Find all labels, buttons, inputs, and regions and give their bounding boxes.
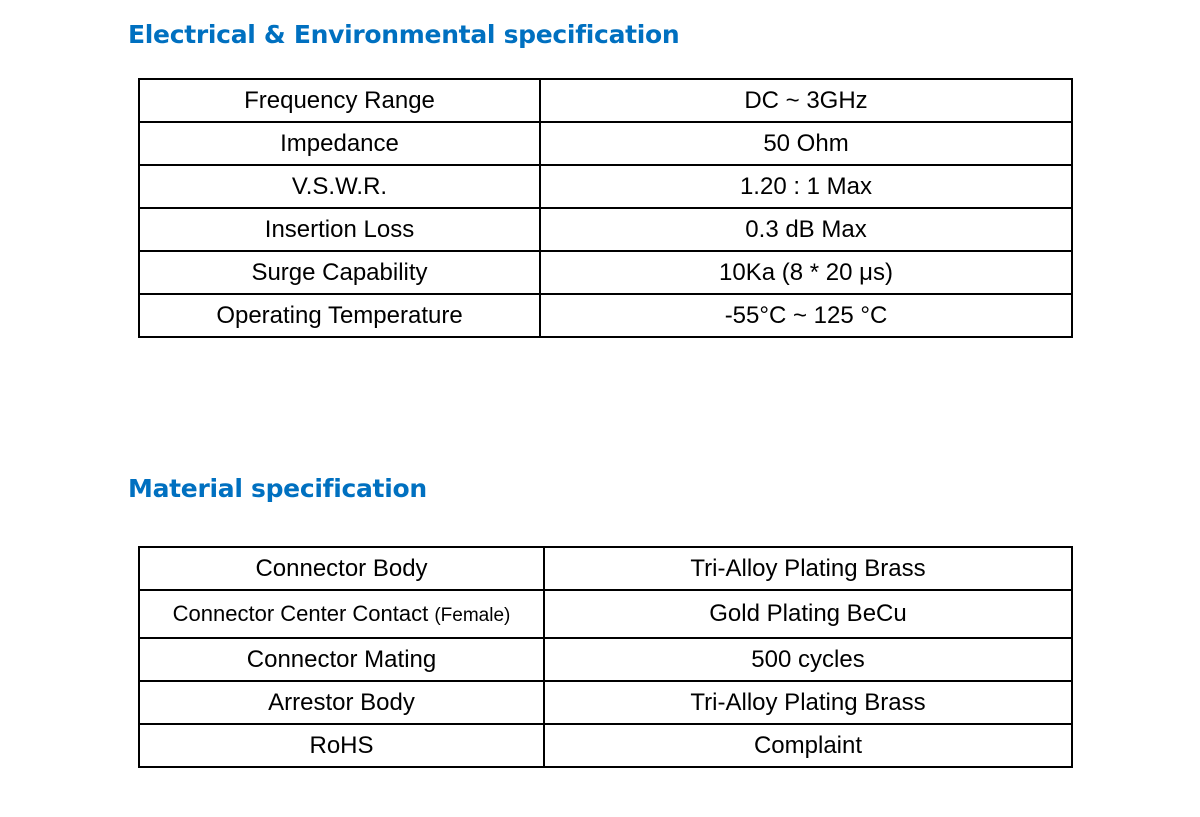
spec-label: Connector Body (139, 547, 544, 590)
material-spec-table (138, 546, 1073, 768)
electrical-spec-title: Electrical & Environmental specification (128, 20, 680, 49)
spec-value: 50 Ohm (540, 122, 1072, 165)
table-row (139, 547, 1072, 590)
table-row (139, 122, 1072, 165)
spec-value: 10Ka (8 * 20 μs) (540, 251, 1072, 294)
spec-value: 1.20 : 1 Max (540, 165, 1072, 208)
spec-value: Tri-Alloy Plating Brass (544, 547, 1072, 590)
spec-value: Complaint (544, 724, 1072, 767)
table-row (139, 724, 1072, 767)
spec-label: Surge Capability (139, 251, 540, 294)
spec-value: DC ~ 3GHz (540, 79, 1072, 122)
spec-value: Gold Plating BeCu (544, 590, 1072, 638)
table-row (139, 165, 1072, 208)
spec-value: 0.3 dB Max (540, 208, 1072, 251)
spec-value: 500 cycles (544, 638, 1072, 681)
table-row (139, 638, 1072, 681)
table-row (139, 251, 1072, 294)
spec-label: V.S.W.R. (139, 165, 540, 208)
table-row (139, 590, 1072, 638)
spec-label: Impedance (139, 122, 540, 165)
table-row (139, 79, 1072, 122)
table-row (139, 294, 1072, 337)
spec-label: Frequency Range (139, 79, 540, 122)
spec-value: Tri-Alloy Plating Brass (544, 681, 1072, 724)
spec-label-suffix: (Female) (434, 605, 511, 626)
spec-label: Operating Temperature (139, 294, 540, 337)
spec-label-text: Connector Center Contact (172, 601, 429, 626)
electrical-spec-table (138, 78, 1073, 338)
material-spec-title: Material specification (128, 474, 427, 503)
spec-label: RoHS (139, 724, 544, 767)
spec-label: Connector Mating (139, 638, 544, 681)
table-row (139, 681, 1072, 724)
spec-label: Insertion Loss (139, 208, 540, 251)
spec-value: -55°C ~ 125 °C (540, 294, 1072, 337)
spec-label (139, 590, 544, 638)
spec-label: Arrestor Body (139, 681, 544, 724)
table-row (139, 208, 1072, 251)
